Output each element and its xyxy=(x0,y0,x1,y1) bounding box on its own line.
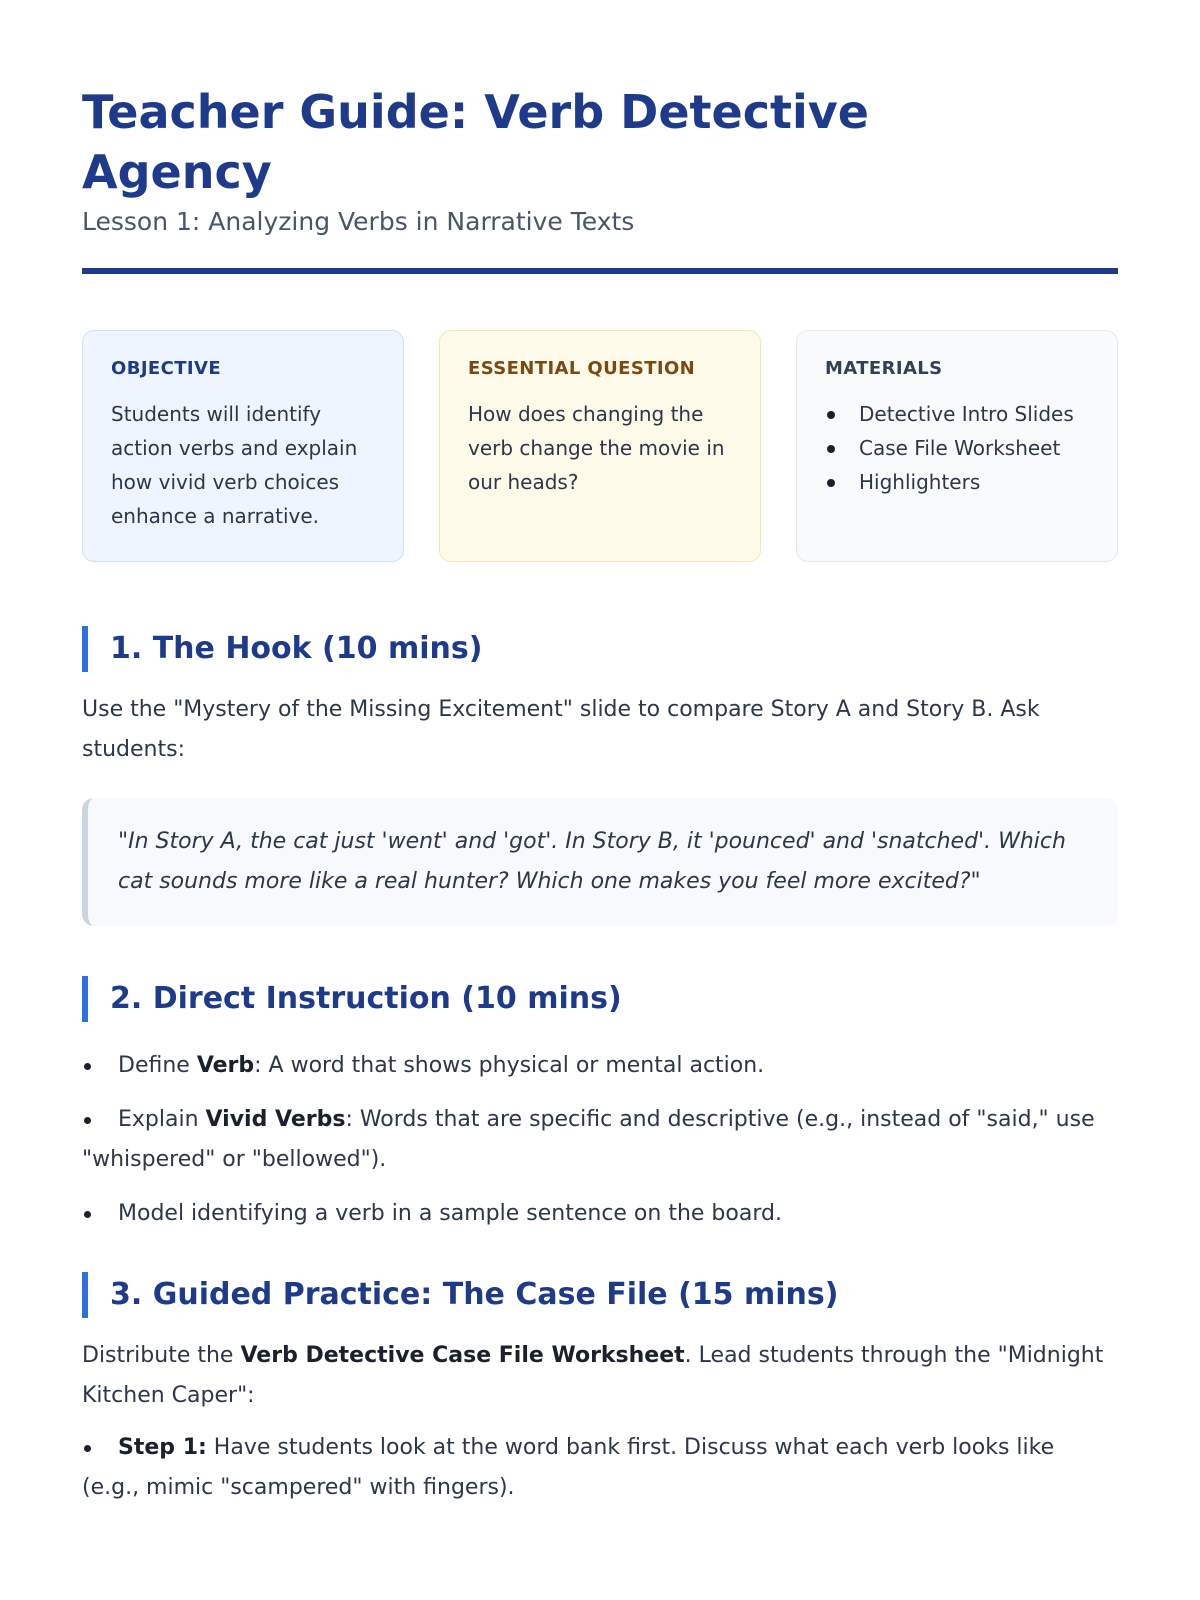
section-guided-practice xyxy=(82,1272,1118,1508)
section-heading-guided-practice: 3. Guided Practice: The Case File (15 mins) xyxy=(82,1272,1118,1318)
paragraph-text: Distribute the xyxy=(82,1343,241,1368)
practice-steps-list xyxy=(82,1428,1118,1508)
list-item-text: Model identifying a verb in a sample sentence on the board. xyxy=(118,1201,782,1226)
instruction-list xyxy=(82,1046,1118,1234)
materials-list xyxy=(825,397,1089,499)
materials-label: MATERIALS xyxy=(825,358,943,379)
step-label: Step 1: xyxy=(118,1435,207,1460)
list-item xyxy=(82,1194,1118,1234)
section-heading-hook: 1. The Hook (10 mins) xyxy=(82,626,1118,672)
materials-card xyxy=(796,330,1118,562)
page-subtitle: Lesson 1: Analyzing Verbs in Narrative Texts xyxy=(82,207,635,236)
list-item xyxy=(82,1046,1118,1086)
materials-item: Highlighters xyxy=(825,465,1089,499)
list-item-text: Explain xyxy=(118,1107,206,1132)
objective-card xyxy=(82,330,404,562)
practice-paragraph xyxy=(82,1336,1118,1416)
hook-quote: "In Story A, the cat just 'went' and 'got'. In Story B, it 'pounced' and 'snatched'. Which cat sounds more like a real hunter? Which one makes you feel more excited?" xyxy=(82,798,1118,926)
page-title: Teacher Guide: Verb Detective Agency xyxy=(82,85,869,199)
term-verb: Verb xyxy=(196,1053,255,1078)
list-item-text: Define xyxy=(118,1053,197,1078)
paragraph-text: . Lead students through the "Midnight Kitchen Caper": xyxy=(82,1343,1104,1408)
document-header xyxy=(82,0,1118,274)
summary-cards xyxy=(82,330,1118,562)
essential-question-label: ESSENTIAL QUESTION xyxy=(468,358,696,379)
materials-item: Case File Worksheet xyxy=(825,431,1089,465)
list-item-text: : A word that shows physical or mental action. xyxy=(254,1053,765,1078)
section-heading-direct-instruction: 2. Direct Instruction (10 mins) xyxy=(82,976,1118,1022)
worksheet-name: Verb Detective Case File Worksheet xyxy=(240,1343,685,1368)
essential-question-text: How does changing the verb change the movie in our heads? xyxy=(468,402,725,494)
list-item xyxy=(82,1100,1118,1180)
materials-item: Detective Intro Slides xyxy=(825,397,1089,431)
objective-label: OBJECTIVE xyxy=(111,358,222,379)
essential-question-card xyxy=(439,330,761,562)
list-item-text: : Words that are specific and descriptive (e.g., instead of "said," use "whispered" or "bellowed"). xyxy=(82,1107,1095,1172)
list-item xyxy=(82,1428,1118,1508)
section-direct-instruction xyxy=(82,976,1118,1234)
hook-paragraph: Use the "Mystery of the Missing Excitement" slide to compare Story A and Story B. Ask students: xyxy=(82,697,1040,762)
list-item-text: Have students look at the word bank first. Discuss what each verb looks like (e.g., mimic "scampered" with fingers). xyxy=(82,1435,1055,1500)
objective-text: Students will identify action verbs and explain how vivid verb choices enhance a narrative. xyxy=(111,402,358,528)
section-hook xyxy=(82,626,1118,926)
term-vivid-verbs: Vivid Verbs xyxy=(205,1107,346,1132)
